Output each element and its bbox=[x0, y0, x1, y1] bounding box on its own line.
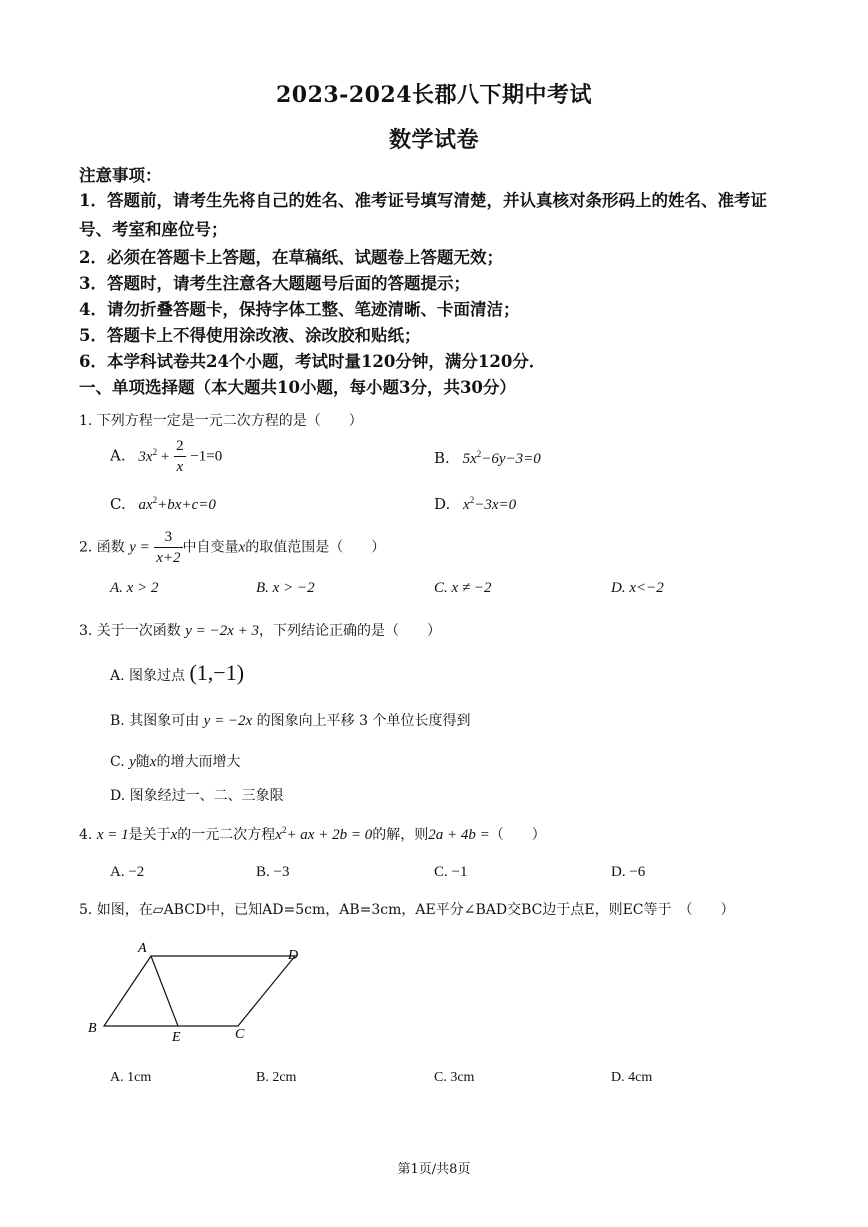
notice-item-1: 1．答题前，请考生先将自己的姓名、准考证号填写清楚，并认真核对条形码上的姓名、准考证号、考室和座位号； bbox=[79, 191, 767, 239]
option-c-term: ax bbox=[138, 497, 153, 513]
bisector-ae bbox=[151, 956, 178, 1026]
question-3-option-d: D. 图象经过一、二、三象限 bbox=[110, 788, 284, 804]
root-condition: x = 1 bbox=[96, 827, 129, 843]
option-d-rest: −3x=0 bbox=[474, 497, 517, 513]
target-expression: 2a + 4b = bbox=[428, 827, 490, 843]
notice-item-2: 2．必须在答题卡上答题，在草稿纸、试题卷上答题无效； bbox=[79, 248, 503, 267]
function-fraction: $\frac{3}{x+2}$ bbox=[156, 529, 181, 566]
parallelogram-abcd bbox=[104, 956, 295, 1026]
label-e: E bbox=[172, 1030, 181, 1045]
notice-item-4: 4．请勿折叠答题卡，保持字体工整、笔迹清晰、卡面清洁； bbox=[79, 300, 520, 319]
exam-title: 2023-2024长郡八下期中考试 bbox=[275, 82, 593, 108]
option-d-term: x bbox=[463, 497, 470, 513]
question-4-option-a: A. −2 bbox=[110, 864, 145, 880]
base-function: y = −2x bbox=[203, 713, 253, 729]
label-d: D bbox=[288, 948, 299, 963]
option-a-term: 3x bbox=[138, 448, 153, 465]
question-5-option-b: B. 2cm bbox=[256, 1070, 297, 1085]
notice-item-6: 6．本学科试卷共24个小题，考试时量120分钟，满分120分． bbox=[79, 352, 546, 371]
option-label: C. bbox=[110, 495, 126, 513]
parallelogram-figure bbox=[80, 935, 320, 1050]
label-a: A bbox=[138, 941, 147, 956]
equation: x bbox=[275, 827, 282, 843]
question-4-stem: 4. x = 1是关于x的一元二次方程$x^2+$ ax + 2b = 0的解，则2a + 4b =（ ） bbox=[79, 825, 546, 843]
option-c-exp: 2 bbox=[152, 495, 158, 505]
question-4-option-b: B. −3 bbox=[256, 864, 290, 880]
question-4-option-c: C. −1 bbox=[434, 864, 468, 880]
question-3-stem: 3. 关于一次函数 y = −2x + 3，下列结论正确的是（ ） bbox=[79, 623, 441, 639]
notice-heading: 注意事项： bbox=[79, 166, 162, 185]
function-expression: y = −2x + 3 bbox=[185, 623, 259, 639]
option-d-exp: 2 bbox=[469, 495, 475, 505]
function-lhs: y = bbox=[129, 539, 150, 556]
question-2-stem: 2. 函数 y = $\frac{3}{x+2}$ 中自变量x的取值范围是（ ） bbox=[79, 529, 386, 566]
option-a-fraction: $\frac{2}{x}$ bbox=[176, 438, 184, 475]
option-a-rest: −1=0 bbox=[190, 448, 223, 465]
question-5-option-c: C. 3cm bbox=[434, 1070, 475, 1085]
section-heading: 一、单项选择题（本大题共10小题，每小题3分，共30分） bbox=[79, 378, 516, 397]
question-2-option-b: B. x > −2 bbox=[256, 580, 315, 596]
notice-item-3: 3．答题时，请考生注意各大题题号后面的答题提示； bbox=[79, 274, 470, 293]
question-5-option-d: D. 4cm bbox=[611, 1070, 653, 1085]
question-1-option-c bbox=[110, 495, 216, 514]
question-3-option-b: B. 其图象可由 y = −2x 的图象向上平移 3 个单位长度得到 bbox=[110, 713, 471, 729]
question-5-option-a: A. 1cm bbox=[110, 1070, 152, 1085]
option-a-exp: 2 bbox=[152, 446, 158, 457]
exam-subtitle: 数学试卷 bbox=[388, 127, 479, 153]
page-number: 第1页/共8页 bbox=[397, 1162, 471, 1177]
option-b-exp: 2 bbox=[476, 449, 482, 459]
variable-x: x bbox=[238, 539, 246, 556]
question-1-option-b bbox=[434, 449, 541, 468]
label-c: C bbox=[235, 1027, 245, 1042]
option-b-term: 5x bbox=[462, 451, 477, 467]
notice-item-5: 5．答题卡上不得使用涂改液、涂改胶和贴纸； bbox=[79, 326, 421, 345]
question-2-option-a: A. x > 2 bbox=[110, 580, 159, 596]
option-c-rest: +bx+c=0 bbox=[157, 497, 216, 513]
question-2-option-c: C. x ≠ −2 bbox=[434, 580, 492, 596]
option-label: A. bbox=[110, 446, 126, 465]
question-3-option-a: A. 图象过点 (1,−1) bbox=[110, 660, 245, 685]
question-2-option-d: D. x<−2 bbox=[611, 580, 664, 596]
label-b: B bbox=[88, 1021, 97, 1036]
question-4-option-d: D. −6 bbox=[611, 864, 646, 880]
question-1-option-d bbox=[434, 495, 516, 514]
option-label: B. bbox=[434, 449, 450, 467]
question-5-stem: 5. 如图，在▱ABCD中，已知AD=5cm，AB=3cm，AE平分∠BAD交BC边于点E，则EC等于 （ ） bbox=[79, 902, 735, 918]
question-1-stem: 1. 下列方程一定是一元二次方程的是（ ） bbox=[79, 413, 363, 429]
option-label: D. bbox=[434, 495, 451, 513]
question-3-option-c: C. y随x的增大而增大 bbox=[110, 754, 241, 770]
question-1-option-a: A. $3x^2$ + $\frac{2}{x}$ −1=0 bbox=[110, 438, 223, 475]
point-coordinates: (1,−1) bbox=[189, 660, 245, 685]
option-b-rest: −6y−3=0 bbox=[481, 451, 541, 467]
